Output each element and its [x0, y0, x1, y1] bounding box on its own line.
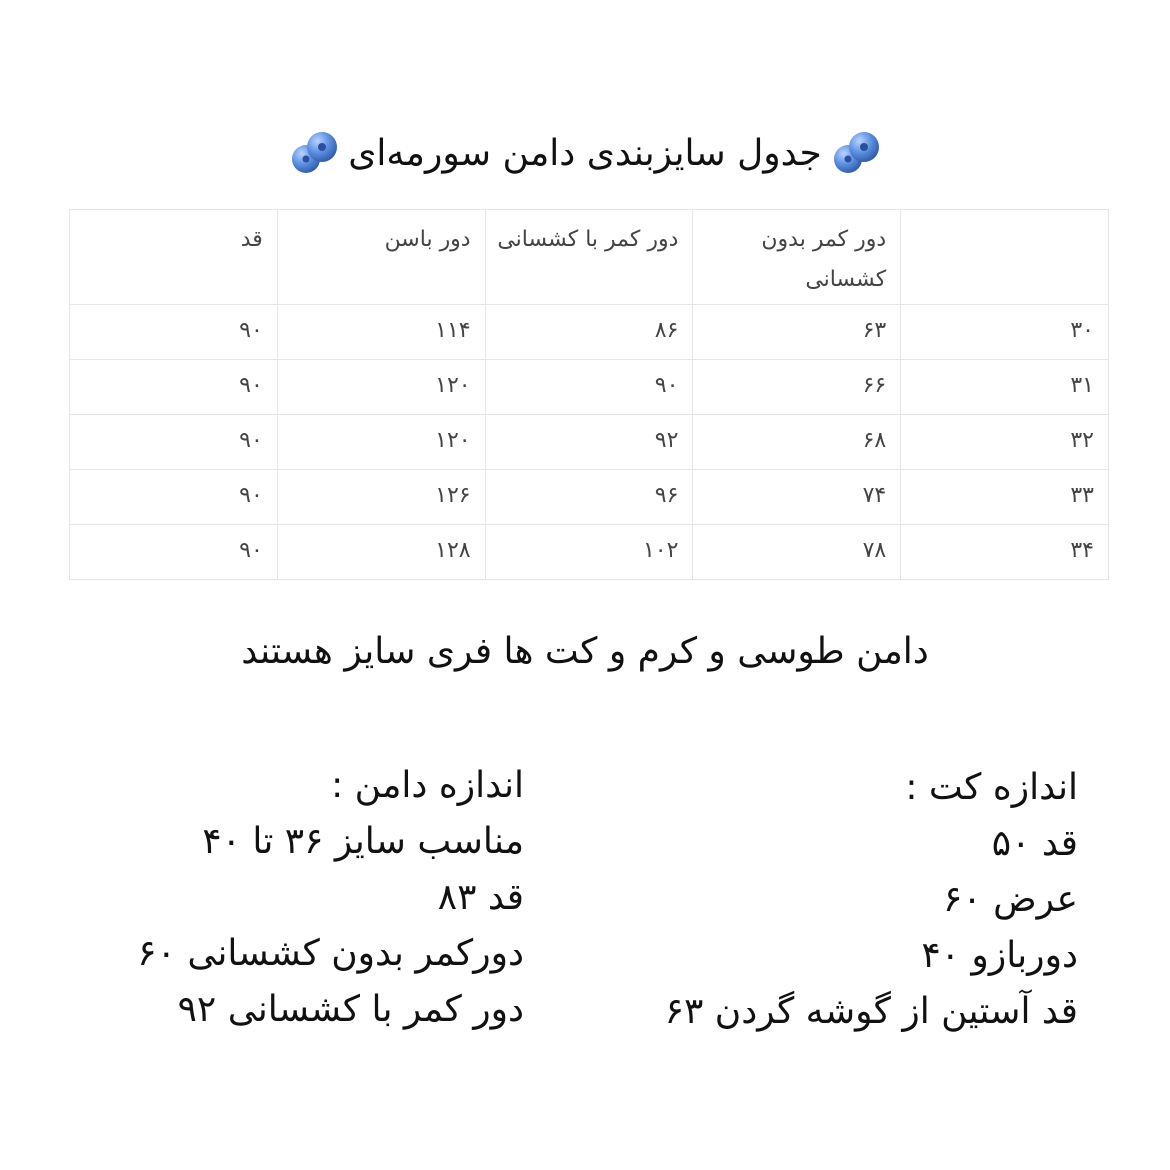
jacket-line: قد آستین از گوشه گردن ۶۳	[664, 991, 1078, 1032]
size-table	[69, 209, 1109, 580]
title-text: جدول سایزبندی دامن سورمه‌ای	[348, 132, 822, 174]
table-cell: ۳۳	[901, 470, 1109, 525]
jacket-line: عرض ۶۰	[943, 879, 1078, 920]
table-cell: ۹۰	[485, 360, 693, 415]
table-cell: ۱۲۰	[277, 360, 485, 415]
table-cell: ۶۶	[693, 360, 901, 415]
table-cell: ۳۲	[901, 415, 1109, 470]
blueberry-icon	[828, 125, 884, 181]
skirt-line: دورکمر بدون کشسانی ۶۰	[137, 933, 524, 974]
skirt-measurements	[54, 758, 524, 1038]
table-cell: ۹۲	[485, 415, 693, 470]
table-row	[70, 470, 1109, 525]
free-size-note: دامن طوسی و کرم و کت ها فری سایز هستند	[241, 631, 929, 672]
table-cell: ۹۰	[70, 415, 278, 470]
table-header: قد	[70, 210, 278, 305]
table-cell: ۱۲۰	[277, 415, 485, 470]
table-cell: ۱۰۲	[485, 525, 693, 580]
skirt-line: قد ۸۳	[437, 877, 524, 918]
table-row	[70, 360, 1109, 415]
jacket-heading: اندازه کت :	[905, 767, 1078, 808]
table-cell: ۳۰	[901, 305, 1109, 360]
table-cell: ۱۲۸	[277, 525, 485, 580]
blueberry-icon	[286, 125, 342, 181]
page-title	[0, 118, 1170, 188]
table-cell: ۹۰	[70, 305, 278, 360]
table-cell: ۱۲۶	[277, 470, 485, 525]
table-header: دور کمر بدون کشسانی	[693, 210, 901, 305]
table-row	[70, 525, 1109, 580]
table-header: دور کمر با کشسانی	[485, 210, 693, 305]
jacket-line: قد ۵۰	[991, 823, 1078, 864]
table-cell: ۷۸	[693, 525, 901, 580]
skirt-line: دور کمر با کشسانی ۹۲	[177, 989, 524, 1030]
table-header-row	[70, 210, 1109, 305]
table-cell: ۹۶	[485, 470, 693, 525]
skirt-heading: اندازه دامن :	[331, 765, 524, 806]
table-cell: ۳۴	[901, 525, 1109, 580]
jacket-measurements	[558, 760, 1078, 1040]
table-cell: ۹۰	[70, 360, 278, 415]
table-row	[70, 415, 1109, 470]
skirt-line: مناسب سایز ۳۶ تا ۴۰	[202, 821, 524, 862]
table-cell: ۸۶	[485, 305, 693, 360]
table-header	[901, 210, 1109, 305]
table-cell: ۷۴	[693, 470, 901, 525]
table-cell: ۶۳	[693, 305, 901, 360]
table-header: دور باسن	[277, 210, 485, 305]
jacket-line: دوربازو ۴۰	[921, 935, 1078, 976]
table-cell: ۹۰	[70, 470, 278, 525]
table-cell: ۹۰	[70, 525, 278, 580]
table-row	[70, 305, 1109, 360]
table-cell: ۶۸	[693, 415, 901, 470]
table-cell: ۱۱۴	[277, 305, 485, 360]
table-cell: ۳۱	[901, 360, 1109, 415]
